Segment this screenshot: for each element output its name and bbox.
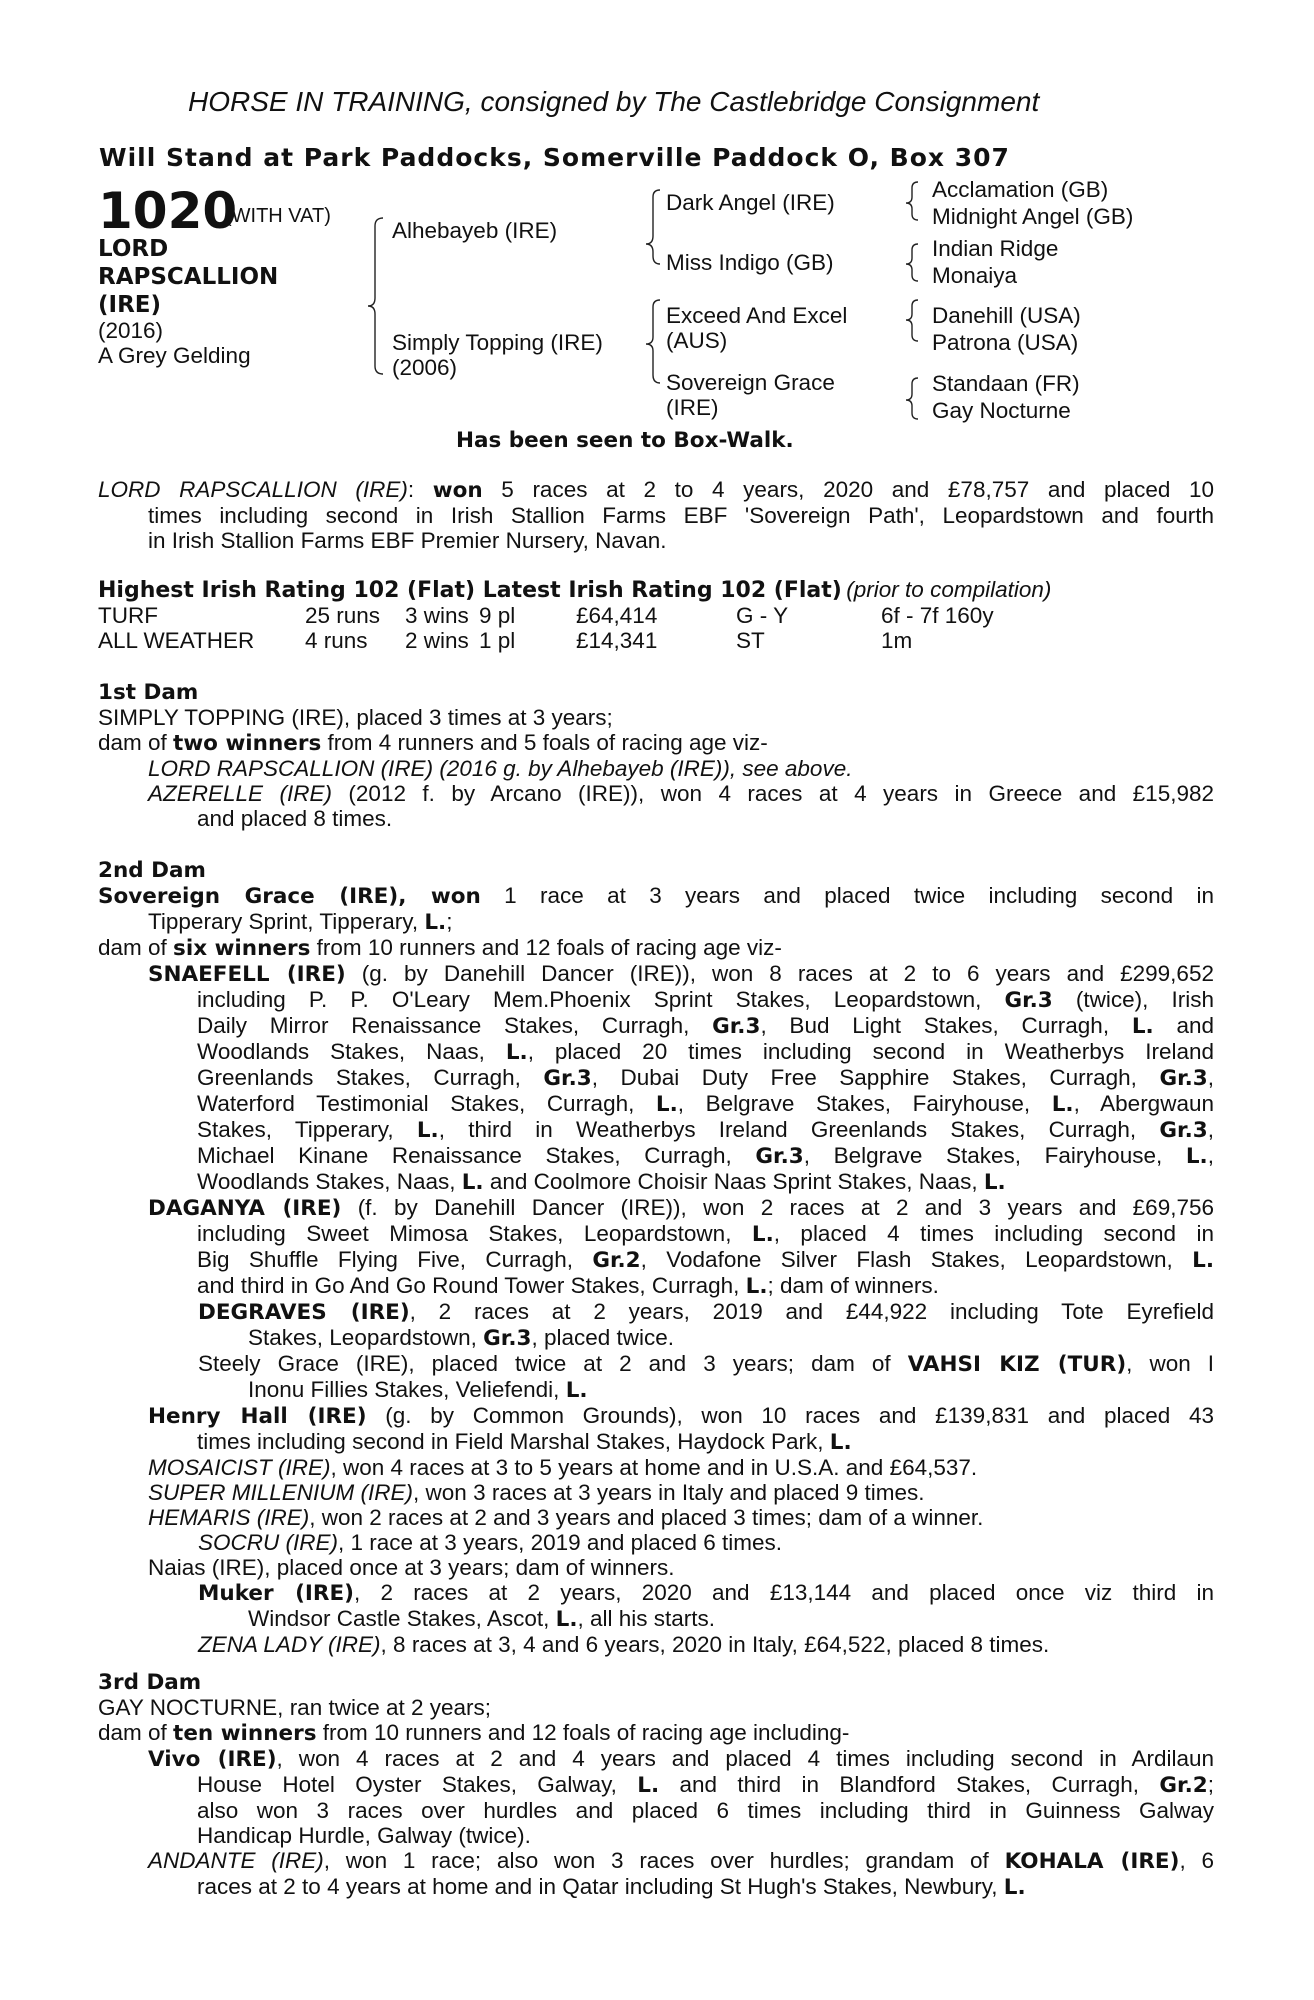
sire: Alhebayeb (IRE) [392, 218, 558, 243]
horse-description: A Grey Gelding [98, 343, 251, 368]
daganya-entry: DAGANYA (IRE) (f. by Danehill Dancer (IRE)), won 2 races at 2 and 3 years and £69,756 including Sweet Mimosa Stakes, Leopardstown, L., placed 4 times including second in Big Shuffle Flying Five, Curragh, Gr.2, Vodafone Silver Flash Stakes, Leopardstown, L. and third in Go And Go Round Tower Stakes, Curragh, L.; dam of winners. [148, 1195, 1214, 1299]
dd-dam: Gay Nocturne [932, 398, 1071, 423]
zena-lady-entry: ZENA LADY (IRE), 8 races at 3, 4 and 6 years, 2020 in Italy, £64,522, placed 8 times. [198, 1632, 1050, 1657]
ds-dam: Patrona (USA) [932, 330, 1079, 355]
andante-entry: ANDANTE (IRE), won 1 race; also won 3 races over hurdles; grandam of KOHALA (IRE), 6 races at 2 to 4 years at home and in Qatar including St Hugh's Stakes, Newbury, L. [148, 1848, 1214, 1900]
first-dam-heading: 1st Dam [98, 680, 199, 705]
vat-note: (WITH VAT) [225, 205, 331, 227]
sd-sire: Indian Ridge [932, 236, 1059, 261]
super-millenium-entry: SUPER MILLENIUM (IRE), won 3 races at 3 years in Italy and placed 9 times. [148, 1480, 925, 1505]
ds-sire: Danehill (USA) [932, 303, 1081, 328]
ss-dam: Midnight Angel (GB) [932, 204, 1134, 229]
second-dam-heading: 2nd Dam [98, 858, 206, 883]
hemaris-entry: HEMARIS (IRE), won 2 races at 2 and 3 years and placed 3 times; dam of a winner. [148, 1505, 984, 1530]
all-weather-stats: ALL WEATHER 4 runs 2 wins 1 pl £14,341 ST 1m [98, 628, 913, 653]
muker-entry: Muker (IRE), 2 races at 2 years, 2020 and £13,144 and placed once viz third in Windsor Castle Stakes, Ascot, L., all his starts. [198, 1580, 1214, 1632]
ratings-heading: Highest Irish Rating 102 (Flat) Latest Irish Rating 102 (Flat) (prior to compilation) [98, 577, 1052, 603]
box-walk-note: Has been seen to Box-Walk. [456, 428, 794, 453]
pedigree-braces [0, 0, 1314, 460]
race-summary: LORD RAPSCALLION (IRE): won 5 races at 2 to 4 years, 2020 and £78,757 and placed 10 times including second in Irish Stallion Farms EBF 'Sovereign Path', Leopardstown and fourth in Irish Stallion Farms EBF Premier Nursery, Navan. [98, 477, 1215, 553]
stand-location: Will Stand at Park Paddocks, Somerville Paddock O, Box 307 [99, 143, 1010, 172]
lot-number: 1020 [98, 182, 238, 240]
vivo-entry: Vivo (IRE), won 4 races at 2 and 4 years and placed 4 times including second in Ardilaun House Hotel Oyster Stakes, Galway, L. and third in Blandford Stakes, Curragh, Gr.2; also won 3 races over hurdles and placed 6 times including third in Guinness Galway Handicap Hurdle, Galway (twice). [148, 1746, 1214, 1848]
steely-grace-entry: Steely Grace (IRE), placed twice at 2 and 3 years; dam of VAHSI KIZ (TUR), won I Inonu Fillies Stakes, Veliefendi, L. [198, 1351, 1215, 1403]
dam: Simply Topping (IRE) (2006) [392, 330, 603, 380]
sd-dam: Monaiya [932, 263, 1018, 288]
socru-entry: SOCRU (IRE), 1 race at 3 years, 2019 and placed 6 times. [198, 1530, 783, 1555]
dd-sire: Standaan (FR) [932, 371, 1080, 396]
sire-dam: Miss Indigo (GB) [666, 250, 834, 275]
second-dam-section: 2nd Dam Sovereign Grace (IRE), won 1 race at 3 years and placed twice including second in Tipperary Sprint, Tipperary, L.; dam of six winners from 10 runners and 12 foals of racing age viz- SNAEFELL (IRE) (g. by Danehill Dancer (IRE)), won 8 races at 2 to 6 years and £299,652 including P. P. O'Leary Mem.Phoenix Sprint Stakes, Leopardstown, Gr.3 (twice), Irish Daily Mirror Renaissance Stakes, Curragh, Gr.3, Bud Light Stakes, Curragh, L. and Woodlands Stakes, Naas, L., placed 20 times including second in Weatherbys Ireland Greenlands Stakes, Curragh, Gr.3, Dubai Duty Free Sapphire Stakes, Curragh, Gr.3, Waterford Testimonial Stakes, Curragh, L., Belgrave Stakes, Fairyhouse, L., Abergwaun Stakes, Tipperary, L., third in Weatherbys Ireland Greenlands Stakes, Curragh, Gr.3, Michael Kinane Renaissance Stakes, Curragh, Gr.3, Belgrave Stakes, Fairyhouse, L., Woodlands Stakes, Naas, L. and Coolmore Choisir Naas Sprint Stakes, Naas, L. DAGANYA (IRE) (f. by Danehill Dancer (IRE)), won 2 races at 2 and 3 years and £69,756 including Sweet Mimosa Stakes, Leopardstown, L., placed 4 times including second in Big Shuffle Flying Five, Curragh, Gr.2, Vodafone Silver Flash Stakes, Leopardstown, L. and third in Go And Go Round Tower Stakes, Curragh, L.; dam of winners. DEGRAVES (IRE), 2 races at 2 years, 2019 and £44,922 including Tote Eyrefield Stakes, Leopardstown, Gr.3, placed twice. Steely Grace (IRE), placed twice at 2 and 3 years; dam of VAHSI KIZ (TUR), won I Inonu Fillies Stakes, Veliefendi, L. Henry Hall (IRE) (g. by Common Grounds), won 10 races and £139,831 and placed 43 times including second in Field Marshal Stakes, Haydock Park, L. MOSAICIST (IRE), won 4 races at 3 to 5 years at home and in U.S.A. and £64,537. SUPER MILLENIUM (IRE), won 3 races at 3 years in Italy and placed 9 times. HEMARIS (IRE), won 2 races at 2 and 3 years and placed 3 times; dam of a winner. SOCRU (IRE), 1 race at 3 years, 2019 and placed 6 times. Naias (IRE), placed once at 3 years; dam of winners. Muker (IRE), 2 races at 2 years, 2020 and £13,144 and placed once viz third in Windsor Castle Stakes, Ascot, L., all his starts. ZENA LADY (IRE), 8 races at 3, 4 and 6 years, 2020 in Italy, £64,522, placed 8 times. [98, 858, 1215, 1657]
snaefell-entry: SNAEFELL (IRE) (g. by Danehill Dancer (IRE)), won 8 races at 2 to 6 years and £299,652 including P. P. O'Leary Mem.Phoenix Sprint Stakes, Leopardstown, Gr.3 (twice), Irish Daily Mirror Renaissance Stakes, Curragh, Gr.3, Bud Light Stakes, Curragh, L. and Woodlands Stakes, Naas, L., placed 20 times including second in Weatherbys Ireland Greenlands Stakes, Curragh, Gr.3, Dubai Duty Free Sapphire Stakes, Curragh, Gr.3, Waterford Testimonial Stakes, Curragh, L., Belgrave Stakes, Fairyhouse, L., Abergwaun Stakes, Tipperary, L., third in Weatherbys Ireland Greenlands Stakes, Curragh, Gr.3, Michael Kinane Renaissance Stakes, Curragh, Gr.3, Belgrave Stakes, Fairyhouse, L., Woodlands Stakes, Naas, L. and Coolmore Choisir Naas Sprint Stakes, Naas, L. [148, 961, 1215, 1195]
mosaicist-entry: MOSAICIST (IRE), won 4 races at 3 to 5 years at home and in U.S.A. and £64,537. [148, 1455, 978, 1480]
foaling-year: (2016) [98, 318, 164, 343]
first-dam-section: 1st Dam SIMPLY TOPPING (IRE), placed 3 times at 3 years; dam of two winners from 4 runners and 5 foals of racing age viz- LORD RAPSCALLION (IRE) (2016 g. by Alhebayeb (IRE)), see above. AZERELLE (IRE) (2012 f. by Arcano (IRE)), won 4 races at 4 years in Greece and £15,982 and placed 8 times. [98, 680, 1214, 831]
third-dam-heading: 3rd Dam [98, 1670, 202, 1695]
third-dam-section: 3rd Dam GAY NOCTURNE, ran twice at 2 years; dam of ten winners from 10 runners and 12 foals of racing age including- Vivo (IRE), won 4 races at 2 and 4 years and placed 4 times including second in Ardilaun House Hotel Oyster Stakes, Galway, L. and third in Blandford Stakes, Curragh, Gr.2; also won 3 races over hurdles and placed 6 times including third in Guinness Galway Handicap Hurdle, Galway (twice). ANDANTE (IRE), won 1 race; also won 3 races over hurdles; grandam of KOHALA (IRE), 6 races at 2 to 4 years at home and in Qatar including St Hugh's Stakes, Newbury, L. [98, 1670, 1214, 1900]
turf-stats: TURF 25 runs 3 wins 9 pl £64,414 G - Y 6f - 7f 160y [98, 603, 994, 628]
naias-entry: Naias (IRE), placed once at 3 years; dam of winners. [148, 1555, 675, 1580]
ss-sire: Acclamation (GB) [932, 177, 1109, 202]
horse-name: LORD RAPSCALLION (IRE) [98, 236, 279, 318]
henry-hall-entry: Henry Hall (IRE) (g. by Common Grounds), won 10 races and £139,831 and placed 43 times including second in Field Marshal Stakes, Haydock Park, L. [148, 1403, 1214, 1455]
consignment-title: HORSE IN TRAINING, consigned by The Castlebridge Consignment [188, 86, 1040, 117]
sire-sire: Dark Angel (IRE) [666, 190, 835, 215]
dam-sire: Exceed And Excel (AUS) [666, 303, 848, 353]
dam-dam: Sovereign Grace (IRE) [666, 370, 835, 420]
degraves-entry: DEGRAVES (IRE), 2 races at 2 years, 2019 and £44,922 including Tote Eyrefield Stakes, Leopardstown, Gr.3, placed twice. [198, 1299, 1214, 1351]
